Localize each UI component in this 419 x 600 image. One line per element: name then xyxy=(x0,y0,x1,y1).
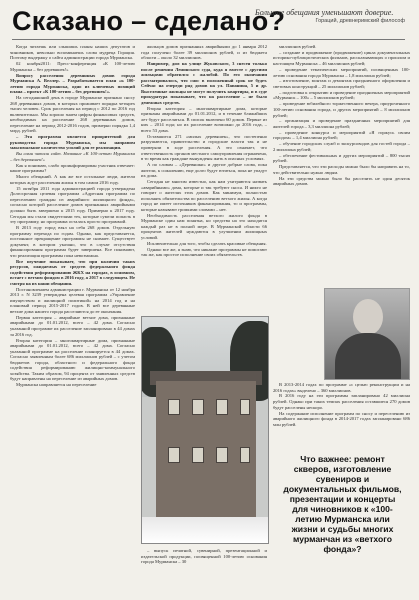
paragraph: – проведение тематических мероприятий, посвященных 100-летию основания города Мурманска – 1,8 миллиона рублей; xyxy=(273,66,410,78)
paragraph: – обучение городских служб и экскурсоводов для гостей города – 2 миллиона рублей; xyxy=(273,141,410,152)
paragraph: – проведение конкурса и мероприятий «Я горжусь своим городом» – 1,4 миллиона рублей; xyxy=(273,129,410,141)
building-window xyxy=(216,447,228,463)
paragraph: – обеспечение фестивальных и других мероприятий – 800 тысяч рублей. xyxy=(273,152,410,164)
building-window xyxy=(240,447,250,463)
paragraph: 15 октября 2011 года администрацией города утверждена Долгосрочная целевая программа «Адресная программа по переселению граждан из аварийного жилищного фонда», согласно которой расселение домов признанных аварийными должно быть завершено к 2015 году. Примерно к 2017 году. Сегодня мы стали свидетелями тех, которые сумели попасть в эту программу, но программа осталась просто программой. xyxy=(10,185,135,225)
building-window xyxy=(168,399,180,415)
header-divider xyxy=(12,39,405,40)
building-window xyxy=(240,399,250,415)
paragraph: Исключительно для того, чтобы сделать красивые обещания. xyxy=(147,240,267,246)
paragraph: – создание и продвижение (продвижение) цикла документальных историко-публицистических фильмов, рассказывающих о прошлом и настоящем Мурманска – 46 миллионов рублей; xyxy=(273,49,410,67)
paragraph: Необходимость расселения ветхого жилого фонда в Мурманске один нам понятна, но средства на это находятся каждый раз не в полной мере. В Мурманской области 66 процентов жителей нуждаются в улучшении жилищных условий. xyxy=(141,212,267,240)
paragraph: Первая категория – аварийные ветхие дома, признанные аварийными до 01.01.2012, всего – 42 дома. Согласно указанной программе их расселение запланировано в 44 домах за 2016 год. xyxy=(10,314,135,337)
building-window xyxy=(192,399,204,415)
paragraph: – Эта программа является приоритетной для руководства города Мурманска, мы направим максимальное количество усилий для ее реализации. xyxy=(10,134,135,151)
paragraph: – выпуск печатной, сувенирной, презентационной и издательской продукции, посвященной 100-летию основания города Мурманска – 30 xyxy=(141,548,267,565)
paragraph: В 2016 году на эти программы запланировано 42 миллиона рублей. Однако при таких темпах расселения оставшиеся 270 домов будут расселены нескоро. xyxy=(273,393,410,410)
paragraph: Например, дом на улице Жуковского, 3 снесен только после решения Ленинского суда, куда я вместе с другими жильцами обратился с жалобой. По его окончании рассматривалось, что снос в положенный срок не будет. Сейчас на очереди ряд домов на ул. Папанина, 5 и др. Выселенные жильцы не могут получить квартиры, и в суде прокуратура показывает, что на расселение – не было денежных средств. xyxy=(141,61,267,105)
paragraph: 02 ноября2011: Пресс-конференция «К 100-летию Мурманска – без деревяшек!» xyxy=(10,61,135,72)
paragraph: Когда читаешь или слышишь планы наших депутатов и чиновников, невольно вспоминаешь слова мудреца Горация. Поэтому выдержку о сайта администрации города Мурманска. xyxy=(10,44,135,61)
paragraph: Вторая категория – многоквартирные дома, признанные аварийными до 01.01.2012, всего – 42 дома. Согласно указанной программе на расселение планируется в 44 домах. Согласно заявленным более 686 миллионов рублей – с учетом бюджетов города, областного и федерального фонда содействия реформированию жилищно-коммунального хозяйства. Таким образом, 94 процента от заявленных средств будут направлены на переселение из аварийных домов. xyxy=(10,337,135,382)
article-header xyxy=(8,8,411,40)
building-window xyxy=(168,447,180,463)
portrait-body xyxy=(335,333,401,380)
paragraph: – организация и проведение праздничных мероприятий для жителей города – 3,3 миллиона рублей; xyxy=(273,118,410,129)
building-photo xyxy=(141,316,269,544)
paragraph: На содержание исполнение программ по сносу и переселению из аварийного жилищного фонда в 2014-2017 годах запланировано 686 млн рублей. xyxy=(273,410,410,427)
paragraph: Сегодня не многим известно, как нам ухитряются назвать «аварийными» дома, которые и так требуют сноса. И никто не говорит о жителях этих домов. Как минимум, полностью исполнять обязательства по расселению ветхого жилья. А когда город не имеет источников финансирования, то и программы, которые называют громкими словами – нет. xyxy=(141,179,267,212)
epigraph xyxy=(255,8,405,24)
paragraph: Много обещаний. А как же все остальные люди, жители которых ждут расселения жилья в том самом 2016 году. xyxy=(10,174,135,185)
portrait-head xyxy=(353,299,383,335)
paragraph: жильцов домов признанных аварийными до 1 января 2012 года получено более 39 миллионов рублей, и из бюджета области – около 32 миллионов. xyxy=(141,44,267,61)
paragraph: На сегодняшний день в городе Мурманске признано сносу 268 деревянных домов, в которых проживает порядка четырех тысяч человек. Срок расселения на период с 2012 по 2016 год включительно. Мы хорошо знаем цифры финансовых средств, необходимых на расселение 268 деревянных домов, переселение на период 2012-2016 годов, примерно порядка 1,4 млрд. рублей. xyxy=(10,95,135,134)
paragraph: – проведение юбилейного торжественного вечера, приуроченного 100-летию основания города, и других мероприятий – 8 миллионов рублей; xyxy=(273,101,410,118)
highlight-callout xyxy=(275,450,410,594)
paragraph: – подготовка к открытию и проведение праздничных мероприятий «Мурманск – 100» – 5 миллионов рублей; xyxy=(273,89,410,101)
epigraph-quote: Большие обещания уменьшают доверие. xyxy=(255,8,394,17)
paragraph: А по словам – «Деревяшки» и другие добрые слова, пока жители, к сожалению, еще долго будут ютиться, пока не упадут их дома. xyxy=(141,162,267,179)
paragraph: Вы сами читали сайт. Название «К 100-летию Мурманска – без деревяшек!» xyxy=(10,151,135,162)
paragraph: – изготовление, монтаж и демонтаж праздничного оформления и световых конструкций – 25 миллионов рублей; xyxy=(273,78,410,89)
column-3-continued xyxy=(273,382,410,446)
paragraph: Вторая категория – многоквартирные дома, которые признаны аварийными до 01.01.2012, и в течение ближайших лет будут расселяться. В список включено 60 домов. Первые из них – 2014 года; но их расселение возможно до 2016 года, – всего 53 дома. xyxy=(141,105,267,133)
paragraph: В 2013 году город взял на себя 268 домов. Отдельную программу перехода по годам. Однако, как представляется, постоянное прекращение программы не снимает. Существует документ, в котором указано, что в случае отсутствия финансирования программа будет завершена. Все понимают, что реализация программы пока невозможна. xyxy=(10,225,135,258)
paragraph: Все изучение показывает, что при наличии таких ресурсов, ожидаемых от средств федерального фонда содействия реформированию ЖКХ на городах, в основном, встает с ветхим фондом в 2016 году, а 2017 в следующем. Не смотря на их наши обещания. xyxy=(10,258,135,286)
paragraph: В 2013-2014 годах по программе «с целью реконструкции и на 2016 годах» выделено – 360 миллионов. xyxy=(273,382,410,393)
column-2 xyxy=(141,44,267,312)
headline: Сказано – сделано? xyxy=(12,6,286,36)
paragraph: миллионов рублей. xyxy=(279,44,317,49)
column-1 xyxy=(10,44,135,596)
paragraph: На эти средства можно было бы расселить не один десяток аварийных домов. xyxy=(273,175,410,187)
paragraph: Как я понимаю, слабо проинформирован участник отвечает: какие программы? xyxy=(10,162,135,174)
paragraph: Представляется, что эти расходы можно было бы направить на то, что действительно нужно людям. xyxy=(273,164,410,175)
epigraph-author: Гораций, древнеримский философ xyxy=(315,18,405,24)
paragraph: Вопросу расселения деревянных домов города Мурманска А. Веллер. – Разрабатывается план «к 100-летию города Мурманска, одно из ключевых позиций плана – проект «К 100-летию – без деревяшек!». xyxy=(10,72,135,95)
building-window xyxy=(216,399,228,415)
paragraph: Постановлением администрации г. Мурманска от 12 ноября 2013 г. N 3239 утверждена целевая программа «Управление имуществом и жилищной политикой» на 2014 год и на плановый период 2015-2017 годов. В ней все деревянные ветхие дома нашего города расселяются до ее окончания. xyxy=(10,286,135,314)
paragraph: Оставшиеся 271 «милых деревяшек», что постепенно разрушаются, правительство и городские власти так и не проверяли в ходе расселения. А это означает, что ответственность органов местного самоуправления ограничена, в то время как граждане вынуждены жить в опасных условиях. xyxy=(141,133,267,162)
paragraph: Мурманска направляется на переселение xyxy=(16,382,97,388)
photo-snow-ground xyxy=(142,517,268,543)
portrait-photo xyxy=(324,288,410,380)
column-2-continued xyxy=(141,548,267,596)
highlight-text: Что важнее: ремонт скверов, изготовление сувениров и документальных фильмов, презентации и концерты для чиновников к «100-летию Мурманска или жизни и судьбы многих мурманчан из «ветхого фонда»? xyxy=(283,454,402,554)
building-window xyxy=(192,447,204,463)
paragraph: Однако все же, я знаю, что никакие программы не помогают так же, как простое исполнение своих обязательств. xyxy=(141,246,267,258)
